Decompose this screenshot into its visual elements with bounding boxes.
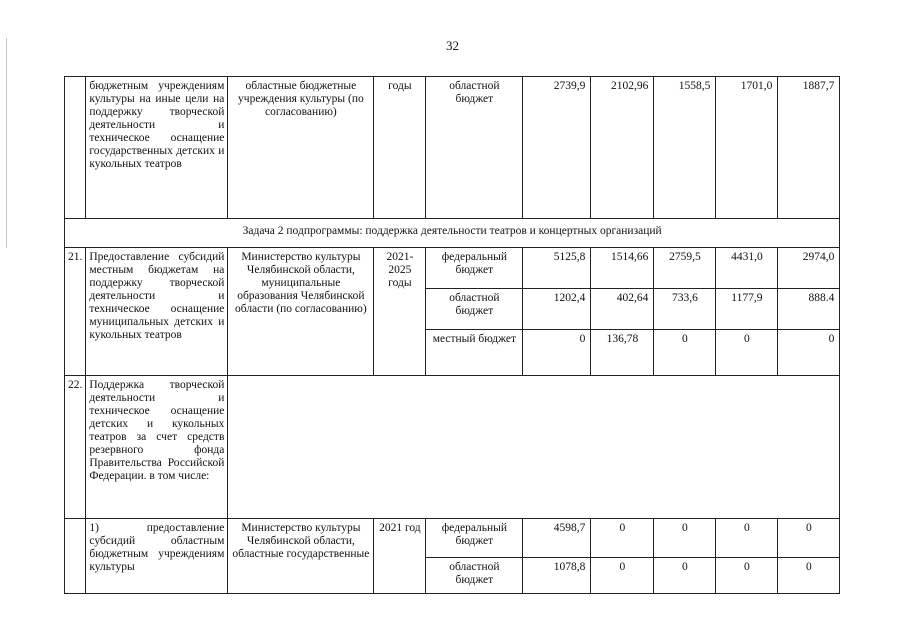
row-number-cell — [65, 77, 86, 219]
measure-name-cell: Поддержка творческой деятельности и техническое оснащение детских и кукольных театров за счет средств резервного фонда Правительства Российской Федерации. в том числе: — [86, 376, 228, 519]
period-cell: 2021-2025 годы — [374, 248, 426, 376]
page-number: 32 — [446, 38, 459, 53]
value-cell: 1887,7 — [778, 77, 840, 219]
value-cell: 733,6 — [654, 289, 716, 330]
value-cell: 0 — [591, 558, 654, 594]
value-cell: 4431,0 — [716, 248, 778, 289]
value-cell: 2102,96 — [591, 77, 654, 219]
period-cell: 2021 год — [374, 519, 426, 594]
value-cell: 1701,0 — [716, 77, 778, 219]
measure-name-cell: бюджетным учреждениям культуры на иные цели на поддержку творческой деятельности и техническое оснащение государственных детских и кукольных театров — [86, 77, 228, 219]
source-cell: местный бюджет — [426, 330, 523, 376]
value-cell: 0 — [716, 558, 778, 594]
value-cell: 136,78 — [591, 330, 654, 376]
value-cell: 2739,9 — [523, 77, 591, 219]
executor-cell: Министерство культуры Челябинской области, областные государственные — [228, 519, 374, 594]
source-cell: областной бюджет — [426, 77, 523, 219]
value-cell: 0 — [778, 330, 840, 376]
margin-line — [6, 38, 7, 248]
table-row — [65, 248, 840, 289]
row-number-cell: 22. — [65, 376, 86, 519]
value-cell: 0 — [716, 330, 778, 376]
value-cell: 0 — [654, 330, 716, 376]
task-heading-row — [65, 219, 840, 248]
value-cell: 0 — [778, 558, 840, 594]
period-cell: годы — [374, 77, 426, 219]
value-cell: 5125,8 — [523, 248, 591, 289]
value-cell: 0 — [523, 330, 591, 376]
value-cell: 402,64 — [591, 289, 654, 330]
empty-cell — [228, 376, 840, 519]
value-cell: 0 — [654, 558, 716, 594]
task-heading: Задача 2 подпрограммы: поддержка деятельности театров и концертных организаций — [65, 219, 840, 248]
value-cell: 0 — [654, 519, 716, 558]
value-cell: 4598,7 — [523, 519, 591, 558]
executor-cell: Министерство культуры Челябинской области, муниципальные образования Челябинской области (по согласованию) — [228, 248, 374, 376]
value-cell: 0 — [716, 519, 778, 558]
value-cell: 1514,66 — [591, 248, 654, 289]
source-cell: областной бюджет — [426, 558, 523, 594]
table-row — [65, 376, 840, 519]
table-row — [65, 519, 840, 558]
value-cell: 0 — [591, 519, 654, 558]
value-cell: 2759,5 — [654, 248, 716, 289]
row-number-cell — [65, 519, 86, 594]
source-cell: федеральный бюджет — [426, 248, 523, 289]
source-cell: федеральный бюджет — [426, 519, 523, 558]
measure-name-cell: Предоставление субсидий местным бюджетам на поддержку творческой деятельности и техническое оснащение муниципальных детских и кукольных театров — [86, 248, 228, 376]
measure-name-cell: 1) предоставление субсидий областным бюджетным учреждениям культуры — [86, 519, 228, 594]
value-cell: 1177,9 — [716, 289, 778, 330]
value-cell: 1202,4 — [523, 289, 591, 330]
value-cell: 1078,8 — [523, 558, 591, 594]
row-number-cell: 21. — [65, 248, 86, 376]
table-row — [65, 77, 840, 219]
value-cell: 0 — [778, 519, 840, 558]
value-cell: 888.4 — [778, 289, 840, 330]
value-cell: 2974,0 — [778, 248, 840, 289]
value-cell: 1558,5 — [654, 77, 716, 219]
executor-cell: областные бюджетные учреждения культуры (по согласованию) — [228, 77, 374, 219]
source-cell: областной бюджет — [426, 289, 523, 330]
program-table — [64, 76, 840, 594]
